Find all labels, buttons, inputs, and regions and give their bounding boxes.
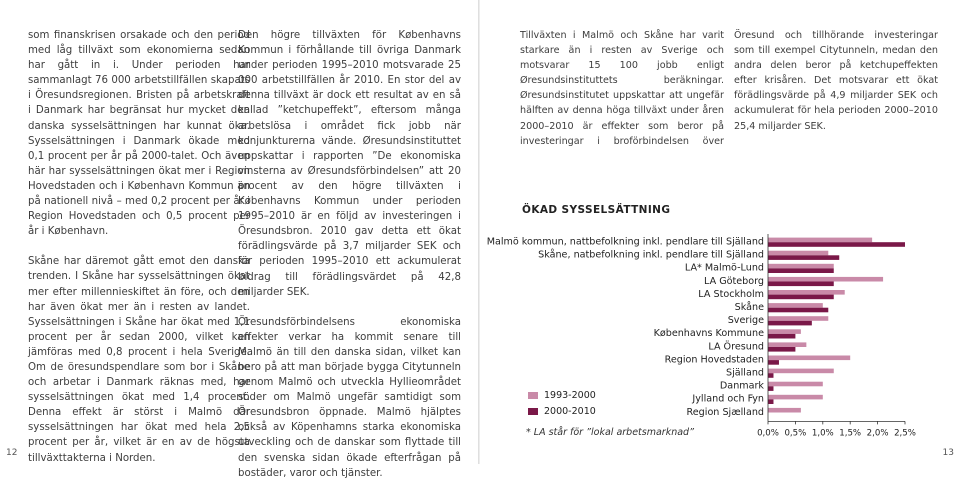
legend-label: 1993-2000 [544, 390, 596, 401]
bar-2000-2010 [768, 399, 773, 404]
bar-1993-2000 [768, 277, 883, 282]
bar-1993-2000 [768, 342, 806, 347]
bar-1993-2000 [768, 238, 872, 243]
x-tick-label: 2,5% [894, 428, 916, 439]
bar-1993-2000 [768, 290, 845, 295]
bar-1993-2000 [768, 408, 801, 413]
paragraph: Tillväxten i Malmö och Skåne har varit starkare än i resten av Sverige och motsvarar 15 100 jobb enligt Øresundsinstituttets beräkningar. Øresundsinstitutet uppskattar att ungefär hälften av denna höga tillväxt under åren 2000–2010 är effekter som beror på investeringar i broförbindelsen över Öresund och tillhörande investeringar som till exempel Citytunneln, medan den andra delen beror på ketchupeffekten efter krisåren. Det motsvarar ett ökat förädlingsvärde på 4,9 miljarder SEK och ackumulerat för hela perioden 2000–2010 25,4 miljarder SEK. [520, 30, 938, 147]
paragraph: Den högre tillväxten för Københavns Kommun i förhållande till övriga Danmark under perioden 1995–2010 motsvarade 25 000 arbetstillfällen år 2010. En stor del av denna tillväxt är dock ett resultat av en så kallad ”ketchupeffekt”, eftersom många arbetslösa i området fick jobb när konjunkturerna vände. Øresundsinstituttet uppskattar i rapporten ”De ekonomiska vinsterna av Øresundsförbindelsen” att 20 procent av den högre tillväxten i Københavns Kommun under perioden 1995–2010 är en följd av investeringen i Öresundsbron. 2010 gav detta ett ökat förädlingsvärde på 3,7 miljarder SEK och för perioden 1995–2010 ett ackumulerat bidrag till förädlingsvärdet på 42,8 miljarder SEK. [238, 30, 461, 298]
text-column-1 [28, 28, 250, 466]
legend-label: 2000-2010 [544, 406, 596, 417]
bar-2000-2010 [768, 386, 773, 391]
page-number-left: 12 [6, 448, 18, 458]
category-label: Jylland och Fyn [692, 393, 764, 405]
category-label: Københavns Kommune [653, 328, 764, 340]
bar-2000-2010 [768, 255, 839, 260]
bar-2000-2010 [768, 282, 834, 287]
category-label: Region Sjælland [686, 406, 764, 418]
paragraph: Skåne har däremot gått emot den danska trenden. I Skåne har sysselsättningen ökat mer efter millennieskiftet än före, och den har även ökat mer än i resten av landet. Sysselsättningen i Skåne har ökat med 1,1 procent per år sedan 2000, vilket kan jämföras med 0,8 procent i hela Sverige. Om de öresundspendlare som bor i Skåne och arbetar i Danmark räknas med, har sysselsättningen ökat med 1,4 procent. Denna effekt är störst i Malmö där sysselsättningen har ökat med hela 2,5 procent per år, vilket är en av de högsta tillväxttakterna i Norden. [28, 256, 250, 464]
category-label: LA Göteborg [704, 275, 764, 287]
bar-2000-2010 [768, 242, 905, 247]
bar-2000-2010 [768, 321, 812, 326]
category-label: LA* Malmö-Lund [684, 262, 764, 274]
category-label: Skåne [734, 302, 764, 313]
legend-swatch [528, 392, 538, 399]
bar-2000-2010 [768, 360, 779, 365]
bar-1993-2000 [768, 251, 828, 256]
category-label: Sverige [727, 315, 764, 327]
category-label: Malmö kommun, nattbefolkning inkl. pendlare till Själland [486, 236, 764, 248]
bar-2000-2010 [768, 268, 834, 273]
paragraph: Öresundsförbindelsens ekonomiska effekter verkar ha kommit senare till Malmö än till den danska sidan, vilket kan bero på att man började bygga Citytunneln genom Malmö och utveckla Hyllieområdet söder om Malmö ungefär samtidigt som Öresundsbron öppnade. Malmö hjälptes också av Köpenhamns starka ekonomiska utveckling och de danskar som flyttade till den svenska sidan ökade efterfrågan på bostäder, varor och tjänster. [238, 316, 461, 479]
category-label: LA Stockholm [698, 288, 764, 300]
x-tick-label: 1,5% [839, 428, 862, 439]
chart-footnote: * LA står för ”lokal arbetsmarknad” [526, 427, 694, 438]
bar-2000-2010 [768, 308, 828, 313]
category-label: Danmark [719, 380, 764, 392]
bar-1993-2000 [768, 356, 850, 361]
legend-item-1993-2000 [528, 389, 596, 402]
legend-item-2000-2010 [528, 405, 596, 418]
bar-2000-2010 [768, 295, 834, 300]
text-column-2 [238, 28, 461, 481]
bar-1993-2000 [768, 329, 801, 334]
bar-1993-2000 [768, 369, 834, 374]
bar-1993-2000 [768, 303, 823, 308]
x-tick-label: 0,5% [784, 428, 807, 439]
x-tick-label: 0,0% [757, 428, 779, 439]
x-tick-label: 2,0% [866, 428, 889, 439]
bar-1993-2000 [768, 264, 834, 269]
page-number-right: 13 [942, 448, 954, 458]
bar-1993-2000 [768, 316, 828, 321]
paragraph: som finanskrisen orsakade och den period med låg tillväxt som ekonomierna sedan har gått in i. Under perioden har sammanlagt 76 000 arbetstillfällen skapats i Öresundsregionen. Bristen på arbetskraft i Danmark har begränsat hur mycket den danska sysselsättningen har kunnat öka. Sysselsättningen i Danmark ökade med 0,1 procent per år på 2000-talet. Och även här har sysselsättningen ökat mer i Region Hovedstaden och i København Kommun än på nationell nivå – med 0,2 procent per år i Region Hovedstaden och 0,5 procent per år i København. [28, 30, 250, 238]
category-label: Själland [725, 367, 764, 379]
chart-legend [528, 389, 596, 421]
left-page [0, 0, 480, 479]
bar-2000-2010 [768, 347, 795, 352]
category-label: LA Öresund [708, 341, 764, 353]
x-tick-label: 1,0% [811, 428, 834, 439]
bar-1993-2000 [768, 382, 823, 387]
category-label: Skåne, natbefolkning inkl. pendlare till Själland [538, 249, 764, 261]
bar-2000-2010 [768, 373, 773, 378]
category-label: Region Hovedstaden [664, 354, 764, 366]
bar-2000-2010 [768, 334, 795, 339]
text-columns-right [520, 28, 938, 178]
chart-heading: ÖKAD SYSSELSÄTTNING [522, 204, 671, 216]
bar-1993-2000 [768, 395, 823, 400]
legend-swatch [528, 408, 538, 415]
